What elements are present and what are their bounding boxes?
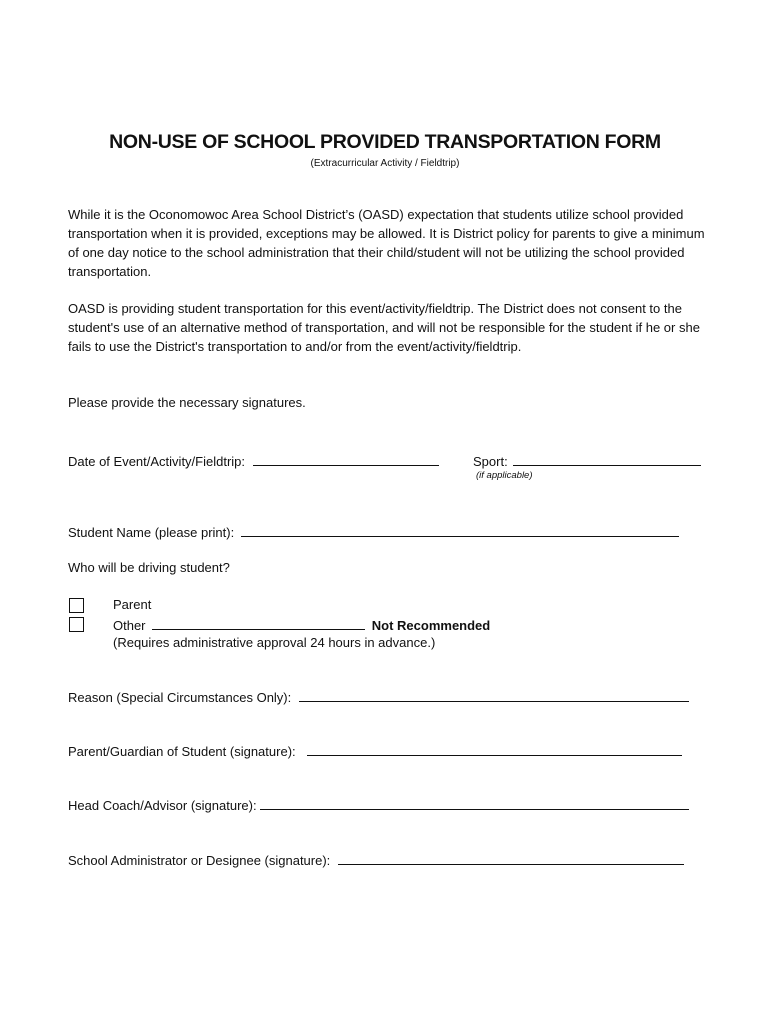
option-other-label: Other	[113, 618, 146, 633]
date-field-row	[68, 452, 439, 469]
signature-instruction: Please provide the necessary signatures.	[68, 395, 306, 410]
option-parent-label: Parent	[113, 597, 152, 612]
parent-signature-row	[68, 742, 682, 759]
coach-signature-line[interactable]	[260, 796, 689, 810]
reason-label: Reason (Special Circumstances Only):	[68, 690, 292, 705]
parent-checkbox[interactable]	[69, 598, 84, 613]
driver-question: Who will be driving student?	[68, 560, 230, 575]
admin-signature-row	[68, 851, 684, 868]
other-driver-input-line[interactable]	[152, 616, 365, 630]
date-label: Date of Event/Activity/Fieldtrip:	[68, 454, 246, 469]
consent-paragraph: OASD is providing student transportation for this event/activity/fieldtrip. The District does not consent to the student's use of an alternative method of transportation, and will not be responsible for the student if he or she fails to use the District's transportation to and/or from the event/activity/fieldtrip.	[68, 301, 700, 354]
approval-note: (Requires administrative approval 24 hours in advance.)	[113, 635, 436, 650]
admin-signature-line[interactable]	[338, 851, 684, 865]
sport-label: Sport:	[473, 454, 508, 469]
coach-signature-label: Head Coach/Advisor (signature):	[68, 798, 257, 813]
policy-paragraph: While it is the Oconomowoc Area School District’s (OASD) expectation that students utilize school provided transportation when it is provided, exceptions may be allowed. It is District policy for parents to give a minimum of one day notice to the school administration that their child/student will not be utilizing the school provided transportation.	[68, 207, 705, 279]
other-checkbox[interactable]	[69, 617, 84, 632]
date-input-line[interactable]	[253, 452, 439, 466]
reason-row	[68, 688, 689, 705]
parent-signature-line[interactable]	[307, 742, 682, 756]
parent-signature-label: Parent/Guardian of Student (signature):	[68, 744, 296, 759]
student-name-row	[68, 523, 679, 540]
student-name-label: Student Name (please print):	[68, 525, 235, 540]
sport-note: (if applicable)	[476, 470, 533, 481]
coach-signature-row	[68, 796, 689, 813]
form-subtitle: (Extracurricular Activity / Fieldtrip)	[310, 158, 460, 169]
not-recommended-label: Not Recommended	[371, 618, 491, 633]
student-name-input-line[interactable]	[241, 523, 679, 537]
reason-input-line[interactable]	[299, 688, 689, 702]
sport-input-line[interactable]	[513, 452, 701, 466]
form-title: NON-USE OF SCHOOL PROVIDED TRANSPORTATION FORM	[109, 131, 661, 153]
admin-signature-label: School Administrator or Designee (signature):	[68, 853, 331, 868]
sport-field-row	[473, 452, 701, 469]
other-option-row	[113, 616, 490, 633]
